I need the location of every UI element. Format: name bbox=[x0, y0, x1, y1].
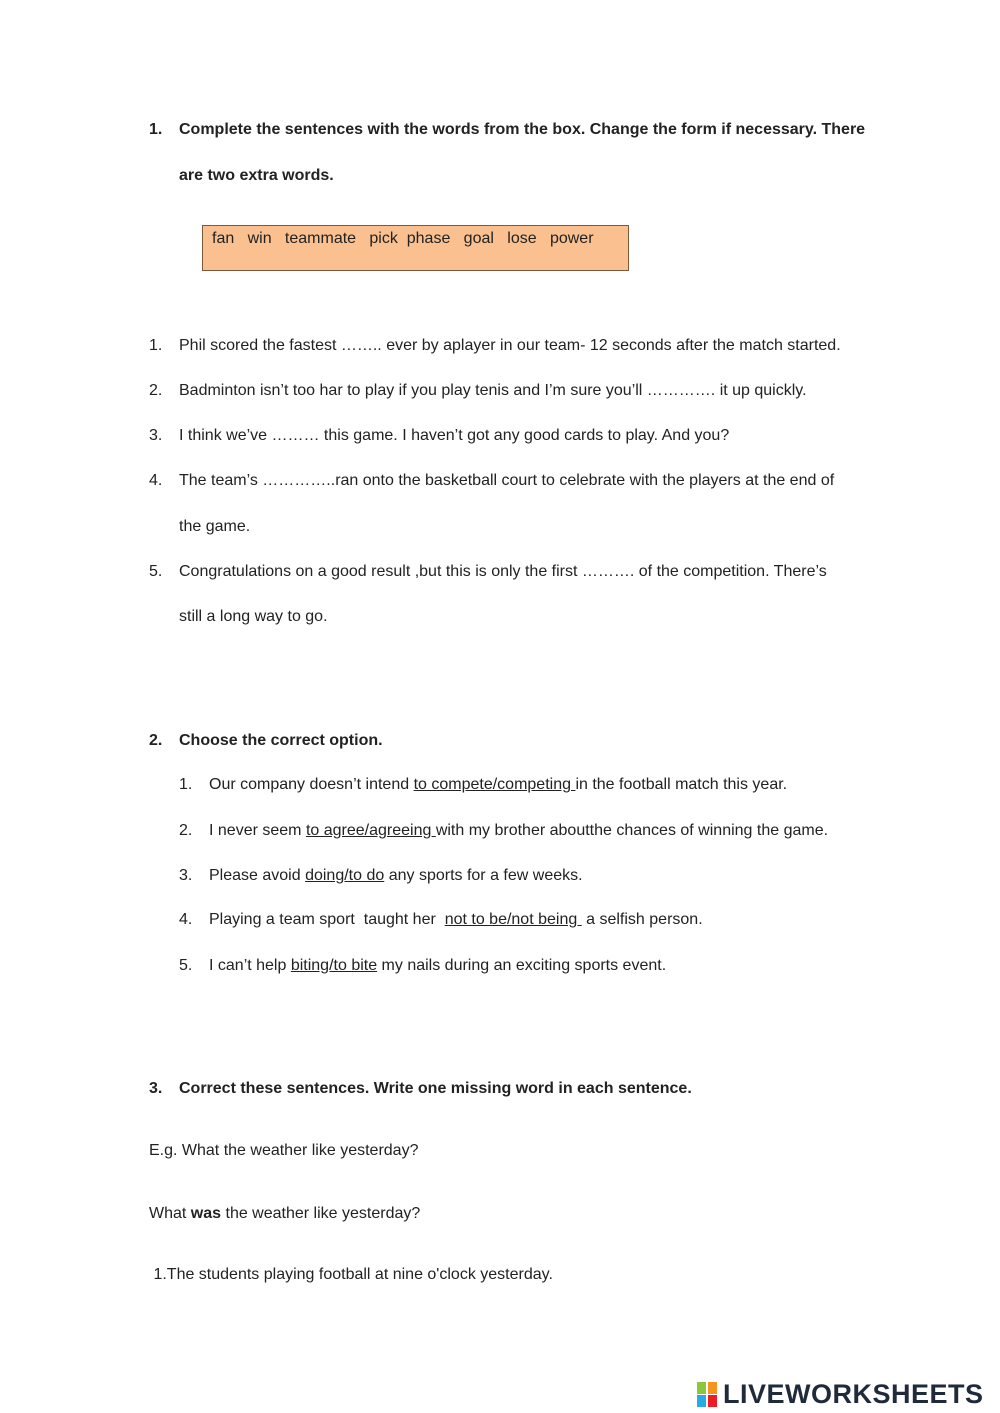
item-number: 5. bbox=[149, 563, 163, 580]
item-text: Phil scored the fastest …….. ever by aplayer in our team- 12 seconds after the match started. bbox=[179, 337, 841, 354]
item-text-continued: still a long way to go. bbox=[179, 608, 328, 625]
item-number: 4. bbox=[149, 472, 163, 489]
item-text: Congratulations on a good result ,but this is only the first ………. of the competition. There’s bbox=[179, 563, 827, 580]
item-text bbox=[209, 911, 703, 929]
section2-number: 2. bbox=[149, 732, 163, 749]
section1-instruction-line2: are two extra words. bbox=[179, 167, 334, 184]
section3-item-1: 1.The students playing football at nine o'clock yesterday. bbox=[149, 1266, 553, 1283]
text-after: my nails during an exciting sports event. bbox=[377, 957, 667, 974]
text-after: a selfish person. bbox=[581, 911, 703, 928]
item-number: 4. bbox=[179, 911, 193, 928]
item-number: 1. bbox=[179, 776, 193, 793]
text-before: I can’t help bbox=[209, 957, 291, 974]
item-number: 1. bbox=[149, 337, 163, 354]
item-number: 3. bbox=[179, 867, 193, 884]
text-after: any sports for a few weeks. bbox=[384, 867, 583, 884]
section3-number: 3. bbox=[149, 1080, 163, 1097]
text-before: Playing a team sport taught her bbox=[209, 911, 445, 928]
item-text bbox=[209, 867, 583, 885]
answer-before: What bbox=[149, 1205, 191, 1222]
item-number: 2. bbox=[179, 822, 193, 839]
example-answer bbox=[149, 1205, 420, 1223]
text-before: Please avoid bbox=[209, 867, 306, 884]
section1-instruction-line1: Complete the sentences with the words from the box. Change the form if necessary. There bbox=[179, 121, 866, 138]
item-number: 3. bbox=[149, 427, 163, 444]
text-before: I never seem bbox=[209, 822, 306, 839]
item-text: I think we’ve ……… this game. I haven’t got any good cards to play. And you? bbox=[179, 427, 730, 444]
item-text bbox=[209, 776, 787, 794]
option-choice[interactable]: not to be/not being bbox=[444, 911, 582, 928]
liveworksheets-logo bbox=[697, 1378, 984, 1410]
answer-after: the weather like yesterday? bbox=[221, 1205, 421, 1222]
logo-mark-icon bbox=[697, 1380, 719, 1408]
word-box-text: fan win teammate pick phase goal lose power bbox=[212, 230, 594, 247]
word-box bbox=[202, 225, 629, 271]
text-after: with my brother aboutthe chances of winning the game. bbox=[435, 822, 829, 839]
answer-missing-word: was bbox=[190, 1205, 222, 1222]
item-text-continued: the game. bbox=[179, 518, 251, 535]
item-number: 5. bbox=[179, 957, 193, 974]
item-text bbox=[209, 822, 828, 840]
item-text: The team’s …………..ran onto the basketball court to celebrate with the players at the end of bbox=[179, 472, 835, 489]
option-choice[interactable]: to agree/agreeing bbox=[305, 822, 436, 839]
section2-instruction: Choose the correct option. bbox=[179, 732, 383, 749]
option-choice[interactable]: to compete/competing bbox=[413, 776, 576, 793]
item-text bbox=[209, 957, 666, 975]
option-choice[interactable]: biting/to bite bbox=[290, 957, 378, 974]
item-text: Badminton isn’t too har to play if you play tenis and I’m sure you’ll …………. it up quickly. bbox=[179, 382, 807, 399]
option-choice[interactable]: doing/to do bbox=[305, 867, 385, 884]
example-sentence: E.g. What the weather like yesterday? bbox=[149, 1142, 419, 1159]
section3-instruction: Correct these sentences. Write one missing word in each sentence. bbox=[179, 1080, 692, 1097]
section1-number: 1. bbox=[149, 121, 163, 138]
item-number: 2. bbox=[149, 382, 163, 399]
text-before: Our company doesn’t intend bbox=[209, 776, 414, 793]
text-after: in the football match this year. bbox=[575, 776, 788, 793]
logo-text: LIVEWORKSHEETS bbox=[723, 1378, 984, 1409]
